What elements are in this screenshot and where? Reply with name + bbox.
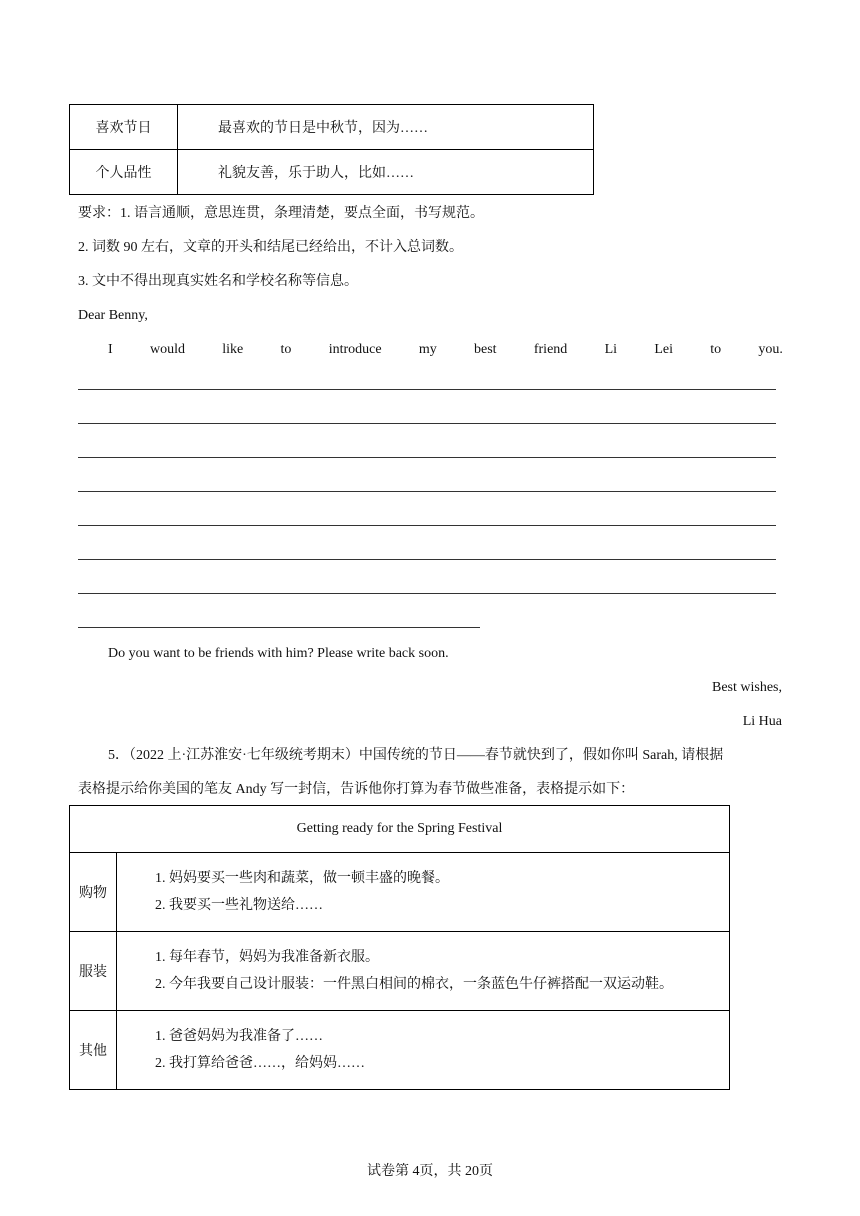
requirement-3: 3. 文中不得出现真实姓名和学校名称等信息。 [78,274,358,289]
letter-first-line [108,340,783,360]
word: to [280,342,292,357]
writing-line[interactable] [78,423,776,424]
word: to [710,342,722,357]
letter-signature: Li Hua [742,714,782,729]
writing-line[interactable] [78,491,776,492]
category-cell: 服装 [70,932,117,1011]
table-header-row [70,806,730,853]
word: you. [758,342,783,357]
row-label: 个人品性 [70,150,178,195]
category-cell: 其他 [70,1011,117,1090]
letter-closing-line: Do you want to be friends with him? Please write back soon. [108,646,449,661]
list-item: 2. 我打算给爸爸……，给妈妈…… [155,1055,365,1071]
spring-festival-table [69,805,730,1090]
word: best [474,342,497,357]
word: like [222,342,244,357]
row-label: 喜欢节日 [70,105,178,150]
table-row [70,150,594,195]
word: would [149,342,185,357]
requirement-1: 要求：1. 语言通顺，意思连贯，条理清楚，要点全面，书写规范。 [78,206,484,221]
list-item: 1. 爸爸妈妈为我准备了…… [155,1028,323,1044]
word: my [418,342,437,357]
word: Li [604,342,618,357]
letter-sign-off: Best wishes, [712,680,782,695]
items-cell [117,853,730,932]
list-item: 2. 我要买一些礼物送给…… [155,897,323,913]
table-row [70,105,594,150]
word: friend [533,342,568,357]
letter-salutation: Dear Benny, [78,308,148,323]
word: I [108,342,113,357]
table-row [70,932,730,1011]
word: Lei [654,342,673,357]
list-item: 1. 妈妈要买一些肉和蔬菜，做一顿丰盛的晚餐。 [155,870,449,886]
writing-line[interactable] [78,627,480,628]
page-footer: 试卷第 4页，共 20页 [367,1164,493,1179]
category-cell: 购物 [70,853,117,932]
items-cell [117,932,730,1011]
items-cell [117,1011,730,1090]
word: introduce [328,342,382,357]
writing-line[interactable] [78,559,776,560]
list-item: 1. 每年春节，妈妈为我准备新衣服。 [155,949,379,965]
writing-line[interactable] [78,593,776,594]
writing-line[interactable] [78,457,776,458]
row-value: 最喜欢的节日是中秋节，因为…… [178,105,594,150]
writing-line[interactable] [78,389,776,390]
info-table [69,104,594,195]
table-row [70,853,730,932]
list-item: 2. 今年我要自己设计服装：一件黑白相间的棉衣，一条蓝色牛仔裤搭配一双运动鞋。 [155,976,673,992]
writing-line[interactable] [78,525,776,526]
table-row [70,1011,730,1090]
question-5-line-1: 5．（2022 上·江苏淮安·七年级统考期末）中国传统的节日——春节就快到了，假如你叫 Sarah, 请根据 [108,748,724,763]
row-value: 礼貌友善，乐于助人，比如…… [178,150,594,195]
requirement-2: 2. 词数 90 左右，文章的开头和结尾已经给出，不计入总词数。 [78,240,463,255]
question-5-line-2: 表格提示给你美国的笔友 Andy 写一封信，告诉他你打算为春节做些准备，表格提示如下： [78,782,635,797]
table-title: Getting ready for the Spring Festival [70,806,730,853]
